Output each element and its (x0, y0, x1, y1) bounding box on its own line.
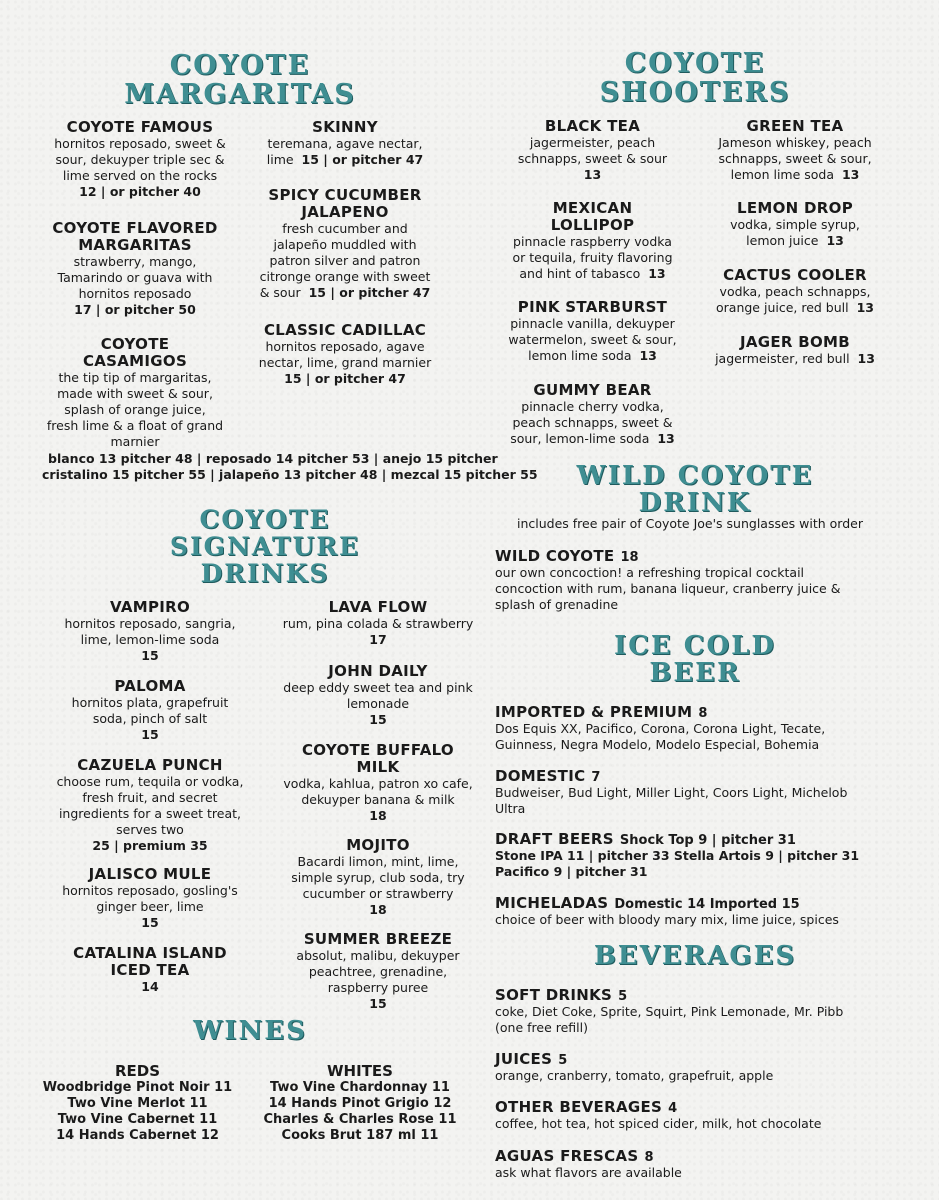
item-price: Shock Top 9 | pitcher 31 (619, 833, 796, 848)
menu-item-spicy-cucumber-jalapeno (250, 187, 440, 301)
item-name: COYOTE (100, 335, 170, 353)
item-name: COYOTE FLAVORED (52, 219, 218, 237)
menu-item-green-tea (700, 118, 890, 183)
item-desc: sour, lemon-lime soda (510, 431, 650, 446)
heading-beverages (520, 943, 870, 969)
item-desc: schnapps, sweet & sour (517, 151, 668, 166)
item-desc: hornitos reposado, sangria, (64, 616, 236, 631)
item-desc: splash of orange juice, (64, 402, 206, 417)
menu-item-other-beverages (495, 1097, 925, 1132)
item-price: 13 (648, 266, 666, 281)
item-desc: lime (266, 152, 294, 167)
item-price: 13 (841, 167, 860, 182)
heading-line: SHOOTERS (599, 77, 791, 108)
heading-line: COYOTE (169, 50, 311, 81)
item-name: JOHN DAILY (328, 662, 428, 680)
item-desc: lemonade (346, 696, 410, 711)
menu-item-soft-drinks (495, 985, 925, 1036)
item-desc: teremana, agave nectar, (267, 136, 423, 151)
item-desc: fresh fruit, and secret (82, 790, 218, 805)
menu-item-mojito (268, 837, 488, 918)
wine-category: WHITES (327, 1062, 393, 1080)
wine-item: 14 Hands Pinot Grigio 12 (268, 1096, 452, 1111)
menu-item-classic-cadillac (250, 322, 440, 387)
item-desc: nectar, lime, grand marnier (258, 355, 432, 370)
item-desc: Bacardi limon, mint, lime, (297, 854, 459, 869)
menu-item-juices (495, 1049, 925, 1084)
item-desc: dekuyper banana & milk (301, 792, 455, 807)
menu-item-vampiro (40, 599, 260, 664)
item-desc: lime, lemon-lime soda (80, 632, 220, 647)
wine-item: Woodbridge Pinot Noir 11 (42, 1080, 233, 1095)
item-name: JALISCO MULE (88, 865, 212, 883)
heading-coyote-shooters (545, 50, 845, 106)
item-desc: orange juice, red bull (716, 300, 849, 315)
menu-item-wild-coyote (495, 546, 915, 613)
item-name: MOJITO (346, 836, 410, 854)
item-price: 5 (618, 989, 628, 1004)
item-name: CACTUS COOLER (723, 266, 867, 284)
item-desc: rum, pina colada & strawberry (282, 616, 474, 631)
heading-line: DRINK (638, 488, 752, 518)
item-desc: marnier (110, 434, 160, 449)
item-name: BLACK TEA (544, 117, 641, 135)
item-price: 13 (826, 233, 844, 248)
item-desc: pinnacle vanilla, dekuyper (510, 316, 675, 331)
item-price: 15 | or pitcher 47 (301, 152, 424, 167)
item-desc: patron silver and patron (269, 253, 421, 268)
item-desc: choice of beer with bloody mary mix, lime juice, spices (495, 912, 839, 927)
item-name: SKINNY (312, 118, 378, 136)
item-desc: raspberry puree (327, 980, 429, 995)
tequila-pricing-line-1: blanco 13 pitcher 48 | reposado 14 pitcher 53 | anejo 15 pitcher (48, 451, 498, 466)
menu-item-coyote-casamigos (30, 336, 240, 450)
item-desc: Ultra (495, 801, 526, 816)
item-price: 13 (639, 348, 657, 363)
item-desc: & sour (259, 285, 301, 300)
item-name: MICHELADAS (495, 894, 609, 912)
item-desc: choose rum, tequila or vodka, (56, 774, 244, 789)
heading-line: COYOTE (624, 48, 766, 79)
item-price: 15 (369, 996, 387, 1011)
item-desc: fresh cucumber and (282, 221, 408, 236)
heading-line: COYOTE (199, 505, 331, 534)
item-desc: Dos Equis XX, Pacifico, Corona, Corona Light, Tecate, (495, 721, 826, 736)
menu-item-coyote-famous (30, 119, 250, 200)
item-name: GREEN TEA (746, 117, 844, 135)
heading-line: WILD COYOTE (576, 461, 814, 491)
item-name: MARGARITAS (78, 236, 192, 254)
item-desc-with-price (495, 266, 690, 282)
item-price: 5 (558, 1053, 568, 1068)
item-price: 8 (698, 706, 708, 721)
wine-item: 14 Hands Cabernet 12 (56, 1128, 219, 1143)
item-desc: simple syrup, club soda, try (291, 870, 465, 885)
item-desc: hornitos reposado, gosling's (62, 883, 238, 898)
item-name: OTHER BEVERAGES (495, 1098, 663, 1116)
wine-item: Two Vine Cabernet 11 (57, 1112, 218, 1127)
item-name: CLASSIC CADILLAC (263, 321, 427, 339)
wine-list-whites (250, 1062, 470, 1144)
wine-item: Charles & Charles Rose 11 (263, 1112, 457, 1127)
wine-category: REDS (114, 1062, 161, 1080)
item-name: PINK STARBURST (517, 298, 668, 316)
item-desc: fresh lime & a float of grand (46, 418, 224, 433)
menu-item-john-daily (268, 663, 488, 728)
wine-item: Two Vine Chardonnay 11 (270, 1080, 450, 1095)
item-price: 13 (857, 351, 875, 366)
menu-item-paloma (40, 678, 260, 743)
item-name: VAMPIRO (109, 598, 191, 616)
menu-item-cactus-cooler (700, 267, 890, 316)
item-desc: Stone IPA 11 | pitcher 33 Stella Artois 9 | pitcher 31 (495, 848, 860, 863)
item-price: 13 (657, 431, 675, 446)
menu-item-domestic (495, 766, 925, 817)
item-name: JUICES (495, 1050, 553, 1068)
item-desc: lemon lime soda (528, 348, 632, 363)
menu-item-black-tea (500, 118, 685, 183)
item-price: 13 (856, 300, 874, 315)
item-name: GUMMY BEAR (533, 381, 652, 399)
item-desc: absolut, malibu, dekuyper (296, 948, 460, 963)
item-name: CAZUELA PUNCH (77, 756, 223, 774)
item-desc: coke, Diet Coke, Sprite, Squirt, Pink Lemonade, Mr. Pibb (495, 1004, 844, 1019)
item-name: JALAPENO (301, 203, 389, 221)
wine-list-reds (30, 1062, 245, 1144)
item-name: LAVA FLOW (328, 598, 428, 616)
menu-item-jalisco-mule (40, 866, 260, 931)
heading-line: DRINKS (200, 559, 330, 588)
item-name: AGUAS FRESCAS (495, 1147, 639, 1165)
item-desc: soda, pinch of salt (92, 711, 208, 726)
menu-item-aguas-frescas (495, 1146, 925, 1181)
item-desc: Tamarindo or guava with (57, 270, 213, 285)
item-price: 7 (591, 770, 601, 785)
item-name: ICED TEA (110, 961, 190, 979)
item-price: 18 (620, 550, 639, 565)
item-price: 15 (141, 648, 159, 663)
item-desc-with-price (250, 152, 440, 168)
item-desc-with-price (700, 351, 890, 367)
item-desc: the tip tip of margaritas, (58, 370, 212, 385)
item-desc: watermelon, sweet & sour, (508, 332, 677, 347)
item-desc: citronge orange with sweet (259, 269, 431, 284)
menu-item-imported-premium (495, 702, 925, 753)
menu-item-summer-breeze (268, 931, 488, 1012)
menu-item-mexican-lollipop (495, 200, 690, 282)
item-price: 17 | or pitcher 50 (74, 302, 196, 317)
menu-item-pink-starburst (495, 299, 690, 364)
item-price: 14 (141, 979, 159, 994)
item-desc: pinnacle raspberry vodka (513, 234, 672, 249)
item-desc: hornitos reposado (78, 286, 192, 301)
heading-wines (140, 1018, 360, 1044)
wine-item: Cooks Brut 187 ml 11 (281, 1128, 439, 1143)
menu-item-catalina-island-iced-tea (40, 945, 260, 995)
item-desc-with-price (700, 233, 890, 249)
item-name: MILK (356, 758, 400, 776)
menu-item-jager-bomb (700, 334, 890, 367)
item-name: IMPORTED & PREMIUM (495, 703, 693, 721)
heading-coyote-margaritas (50, 52, 430, 108)
menu-item-lemon-drop (700, 200, 890, 249)
item-price: 18 (369, 902, 387, 917)
item-desc: jagermeister, peach (529, 135, 656, 150)
heading-line: SIGNATURE (169, 532, 361, 561)
wine-item: Two Vine Merlot 11 (67, 1096, 208, 1111)
item-price: Domestic 14 Imported 15 (614, 897, 800, 912)
item-name: SUMMER BREEZE (303, 930, 453, 948)
menu-item-draft-beers (495, 829, 925, 880)
item-desc: ingredients for a sweet treat, (58, 806, 242, 821)
item-desc: (one free refill) (495, 1020, 588, 1035)
item-price: 13 (583, 167, 602, 182)
item-desc: peach schnapps, sweet & (512, 415, 673, 430)
item-name: SOFT DRINKS (495, 986, 613, 1004)
item-name: COYOTE BUFFALO (302, 741, 454, 759)
item-desc: pinnacle cherry vodka, (521, 399, 664, 414)
item-price: 25 | premium 35 (92, 838, 208, 853)
item-desc: and hint of tabasco (519, 266, 641, 281)
item-desc: orange, cranberry, tomato, grapefruit, apple (495, 1068, 774, 1083)
item-name: MEXICAN (552, 199, 633, 217)
item-desc: Guinness, Negra Modelo, Modelo Especial, Bohemia (495, 737, 820, 752)
tequila-pricing-line-2: cristalino 15 pitcher 55 | jalapeño 13 pitcher 48 | mezcal 15 pitcher 55 (42, 467, 538, 482)
heading-line: BEER (649, 658, 741, 688)
item-desc: Jameson whiskey, peach (718, 135, 872, 150)
item-name: COYOTE FAMOUS (66, 118, 214, 136)
heading-ice-cold-beer (560, 633, 830, 686)
menu-item-coyote-buffalo-milk (268, 742, 488, 824)
item-desc-with-price (700, 167, 890, 183)
menu-item-micheladas (495, 893, 925, 928)
menu-item-lava-flow (268, 599, 488, 648)
item-name: SPICY CUCUMBER (268, 186, 422, 204)
item-desc: our own concoction! a refreshing tropical cocktail (495, 565, 805, 580)
wild-coyote-note: includes free pair of Coyote Joe's sunglasses with order (517, 516, 863, 531)
item-desc: vodka, kahlua, patron xo cafe, (283, 776, 473, 791)
item-desc: coffee, hot tea, hot spiced cider, milk, hot chocolate (495, 1116, 822, 1131)
item-price: 15 (141, 915, 159, 930)
heading-wild-coyote-drink (505, 463, 885, 516)
item-desc-with-price (250, 285, 440, 301)
item-desc: jagermeister, red bull (715, 351, 850, 366)
menu-item-cazuela-punch (40, 757, 260, 854)
heading-coyote-signature-drinks (100, 507, 430, 586)
item-price: 15 (369, 712, 387, 727)
item-price: 4 (668, 1101, 678, 1116)
item-name: CASAMIGOS (82, 352, 188, 370)
item-desc: lemon lime soda (730, 167, 835, 182)
item-desc: hornitos reposado, agave (265, 339, 425, 354)
menu-item-coyote-flavored (30, 220, 240, 318)
item-name: PALOMA (114, 677, 186, 695)
item-price: 15 | or pitcher 47 (308, 285, 431, 300)
item-price: 18 (369, 808, 387, 823)
item-desc: peachtree, grenadine, (308, 964, 448, 979)
heading-line: BEVERAGES (593, 941, 797, 971)
menu-item-gummy-bear (495, 382, 690, 447)
menu-item-skinny (250, 119, 440, 168)
item-desc: Budweiser, Bud Light, Miller Light, Coors Light, Michelob (495, 785, 848, 800)
heading-line: ICE COLD (614, 631, 776, 661)
item-price: 15 (141, 727, 159, 742)
item-desc-with-price (700, 300, 890, 316)
item-name: LEMON DROP (736, 199, 853, 217)
item-desc: sour, dekuyper triple sec & (55, 152, 225, 167)
item-desc: deep eddy sweet tea and pink (283, 680, 473, 695)
item-desc: Pacifico 9 | pitcher 31 (495, 864, 648, 879)
item-desc: lemon juice (746, 233, 819, 248)
item-desc: ask what flavors are available (495, 1165, 682, 1180)
item-price: 17 (369, 632, 387, 647)
item-desc: cucumber or strawberry (302, 886, 454, 901)
item-desc: schnapps, sweet & sour, (718, 151, 872, 166)
item-name: CATALINA ISLAND (73, 944, 227, 962)
item-desc: concoction with rum, banana liqueur, cranberry juice & (495, 581, 841, 596)
item-desc: or tequila, fruity flavoring (512, 250, 673, 265)
item-name: DRAFT BEERS (495, 830, 614, 848)
item-desc-with-price (495, 348, 690, 364)
item-name: LOLLIPOP (550, 216, 635, 234)
heading-line: WINES (193, 1016, 307, 1046)
item-desc: vodka, simple syrup, (730, 217, 860, 232)
item-desc: lime served on the rocks (62, 168, 218, 183)
item-name: WILD COYOTE (495, 547, 615, 565)
item-desc: ginger beer, lime (96, 899, 204, 914)
item-price: 8 (644, 1150, 654, 1165)
item-name: DOMESTIC (495, 767, 586, 785)
item-name: JAGER BOMB (739, 333, 851, 351)
item-desc: jalapeño muddled with (273, 237, 417, 252)
item-desc-with-price (495, 431, 690, 447)
item-desc: serves two (116, 822, 184, 837)
item-desc: hornitos reposado, sweet & (54, 136, 226, 151)
item-desc: strawberry, mango, (73, 254, 197, 269)
item-desc: splash of grenadine (495, 597, 619, 612)
heading-line: MARGARITAS (124, 79, 356, 110)
item-desc: made with sweet & sour, (57, 386, 213, 401)
item-desc: vodka, peach schnapps, (719, 284, 871, 299)
item-price: 12 | or pitcher 40 (79, 184, 201, 199)
item-price: 15 | or pitcher 47 (284, 371, 406, 386)
item-desc: hornitos plata, grapefruit (71, 695, 229, 710)
